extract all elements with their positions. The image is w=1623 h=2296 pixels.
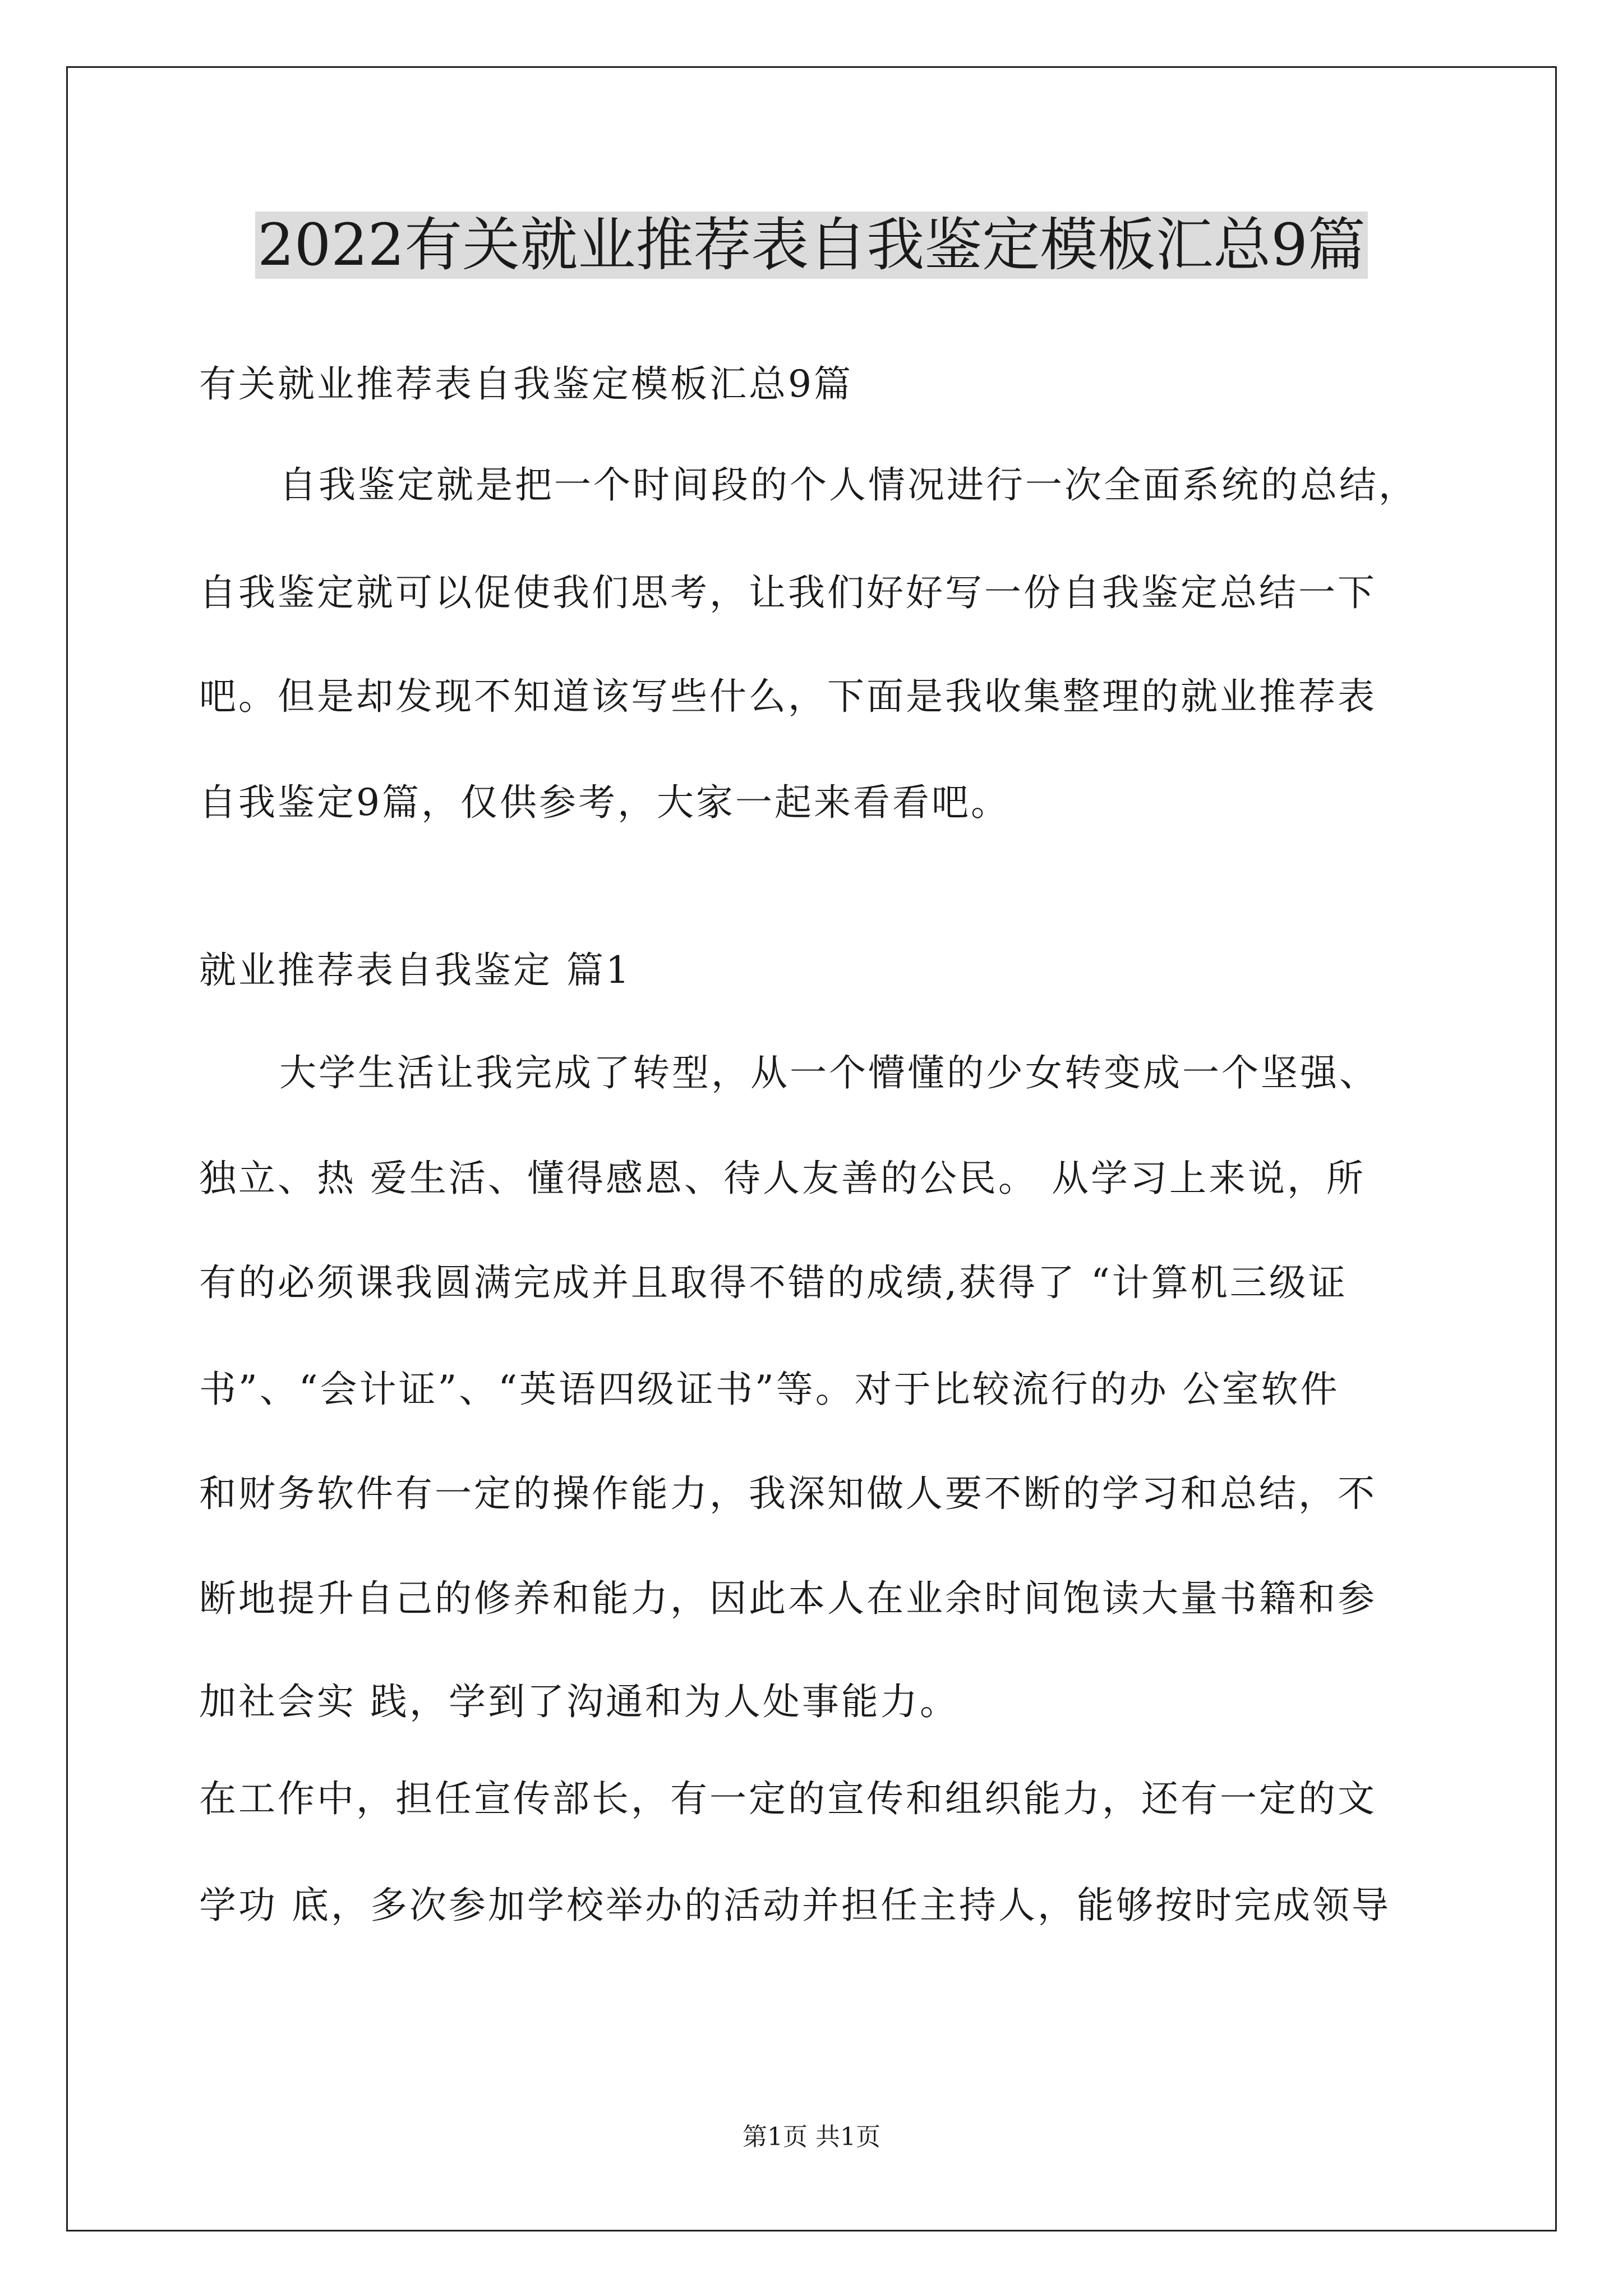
section-line-4: 书”、“会计证”、“英语四级证书”等。对于比较流行的办 公室软件 bbox=[199, 1368, 1340, 1411]
section-line-7: 加社会实 践，学到了沟通和为人处事能力。 bbox=[199, 1680, 959, 1723]
document-subtitle: 有关就业推荐表自我鉴定模板汇总9篇 bbox=[199, 362, 853, 406]
section-line-5: 和财务软件有一定的操作能力，我深知做人要不断的学习和总结，不 bbox=[199, 1472, 1377, 1515]
intro-line-2: 自我鉴定就可以促使我们思考，让我们好好写一份自我鉴定总结一下 bbox=[199, 571, 1377, 614]
document-title bbox=[0, 203, 1623, 287]
document-title-text: 2022有关就业推荐表自我鉴定模板汇总9篇 bbox=[255, 211, 1368, 279]
page-footer: 第1页 共1页 bbox=[743, 2123, 880, 2151]
intro-line-3: 吧。但是却发现不知道该写些什么，下面是我收集整理的就业推荐表 bbox=[199, 675, 1377, 718]
section-line-3: 有的必须课我圆满完成并且取得不错的成绩,获得了 “计算机三级证 bbox=[199, 1261, 1348, 1304]
section-line-9: 学功 底，多次参加学校举办的活动并担任主持人，能够按时完成领导 bbox=[199, 1884, 1391, 1927]
section-line-8: 在工作中，担任宣传部长，有一定的宣传和组织能力，还有一定的文 bbox=[199, 1777, 1377, 1820]
section-line-1: 大学生活让我完成了转型，从一个懵懂的少女转变成一个坚强、 bbox=[279, 1051, 1378, 1094]
section-line-6: 断地提升自己的修养和能力，因此本人在业余时间饱读大量书籍和参 bbox=[199, 1577, 1377, 1620]
section-heading: 就业推荐表自我鉴定 篇1 bbox=[199, 949, 631, 992]
intro-line-1: 自我鉴定就是把一个时间段的个人情况进行一次全面系统的总结， bbox=[279, 463, 1418, 507]
section-line-2: 独立、热 爱生活、懂得感恩、待人友善的公民。 从学习上来说，所 bbox=[199, 1157, 1366, 1200]
intro-line-4: 自我鉴定9篇，仅供参考，大家一起来看看吧。 bbox=[199, 781, 1010, 824]
